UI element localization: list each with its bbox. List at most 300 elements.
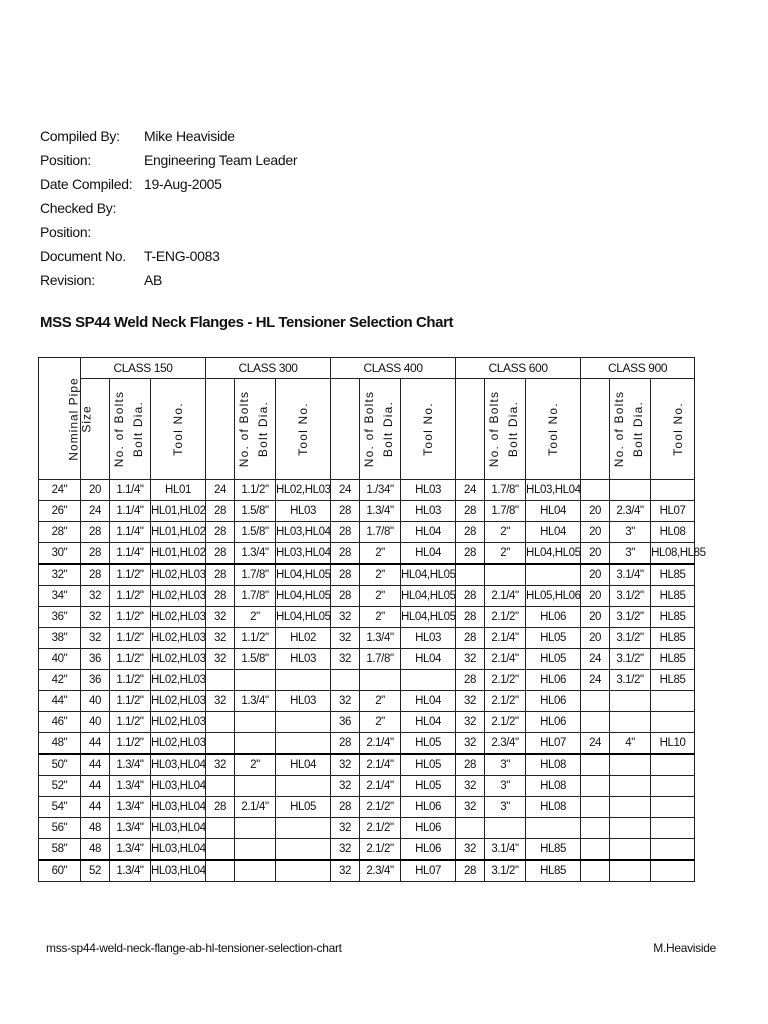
table-cell: HL02,HL03 [151, 649, 206, 670]
table-cell [360, 670, 401, 691]
table-cell: 36 [81, 649, 110, 670]
table-cell: 20 [81, 480, 110, 501]
table-cell [610, 754, 651, 776]
table-cell: HL02,HL03 [151, 691, 206, 712]
table-cell: 1.7/8" [360, 649, 401, 670]
table-cell: HL04,HL05 [401, 607, 456, 628]
table-cell: 24 [581, 670, 610, 691]
pipe-size-cell: 36" [39, 607, 81, 628]
table-cell: 1.3/4" [110, 818, 151, 839]
sub-header [651, 379, 695, 480]
meta-row [40, 124, 297, 148]
table-cell: HL01 [151, 480, 206, 501]
table-cell: 28 [456, 628, 485, 649]
table-cell: HL05 [276, 797, 331, 818]
table-cell: 32 [456, 797, 485, 818]
table-cell: 1.3/4" [110, 754, 151, 776]
sub-header-label: Bolt Dia. [131, 400, 146, 458]
table-row [39, 860, 695, 882]
meta-row [40, 196, 297, 220]
table-cell: 28 [331, 586, 360, 607]
table-cell: HL07 [526, 733, 581, 755]
table-cell [235, 776, 276, 797]
table-cell: 3.1/2" [610, 649, 651, 670]
table-cell: 28 [331, 797, 360, 818]
table-cell [456, 818, 485, 839]
pipe-size-cell: 56" [39, 818, 81, 839]
table-cell: 3.1/2" [610, 586, 651, 607]
table-cell: 36 [331, 712, 360, 733]
table-cell: HL03 [401, 501, 456, 522]
table-cell: 1.7/8" [485, 480, 526, 501]
class-header: CLASS 150 [81, 358, 206, 379]
table-cell: 32 [206, 691, 235, 712]
sub-header-label: No. of Bolts [237, 390, 252, 468]
table-cell [276, 860, 331, 882]
table-cell: HL04 [401, 712, 456, 733]
table-cell: HL08 [651, 522, 695, 543]
table-cell: 32 [331, 860, 360, 882]
table-cell: HL85 [651, 586, 695, 607]
table-cell: 28 [81, 564, 110, 586]
pipe-size-cell: 44" [39, 691, 81, 712]
table-cell: 24 [331, 480, 360, 501]
table-cell: HL06 [526, 670, 581, 691]
table-cell: 2" [360, 564, 401, 586]
table-cell: 1.1/2" [110, 712, 151, 733]
table-cell: 3" [610, 543, 651, 565]
table-cell: 28 [456, 754, 485, 776]
pipe-size-cell: 38" [39, 628, 81, 649]
table-cell: 2.1/2" [360, 839, 401, 861]
table-cell: HL04 [401, 691, 456, 712]
table-cell [581, 480, 610, 501]
table-cell: 36 [81, 670, 110, 691]
table-cell: 28 [456, 543, 485, 565]
table-cell: 1.1/2" [110, 649, 151, 670]
table-cell [651, 754, 695, 776]
table-cell: 2" [485, 543, 526, 565]
document-meta [40, 124, 297, 292]
table-cell: 24 [206, 480, 235, 501]
table-row [39, 501, 695, 522]
table-row [39, 776, 695, 797]
table-cell: 2.1/2" [485, 712, 526, 733]
table-cell: HL03 [401, 628, 456, 649]
table-cell: HL02,HL03 [151, 712, 206, 733]
table-cell: 44 [81, 733, 110, 755]
table-cell: HL06 [401, 797, 456, 818]
table-cell: 32 [456, 712, 485, 733]
table-cell: HL03 [276, 649, 331, 670]
table-cell: 28 [456, 586, 485, 607]
table-cell [485, 564, 526, 586]
meta-label: Compiled By: [40, 128, 120, 144]
pipe-size-cell: 58" [39, 839, 81, 861]
meta-value: Engineering Team Leader [144, 152, 298, 168]
table-cell: 1.5/8" [235, 501, 276, 522]
table-cell: 1.7/8" [235, 586, 276, 607]
table-cell: 28 [456, 670, 485, 691]
table-cell: 2.1/4" [485, 628, 526, 649]
table-cell [206, 776, 235, 797]
table-cell: 32 [331, 649, 360, 670]
table-cell: 3" [485, 776, 526, 797]
table-cell: HL85 [651, 564, 695, 586]
table-cell: 32 [331, 628, 360, 649]
table-cell [206, 670, 235, 691]
table-cell: 28 [331, 501, 360, 522]
table-cell: 28 [456, 522, 485, 543]
table-cell: HL04,HL05 [276, 586, 331, 607]
table-cell: 1.1/2" [110, 670, 151, 691]
table-cell [610, 691, 651, 712]
table-cell: 28 [456, 501, 485, 522]
table-cell: HL06 [526, 691, 581, 712]
table-cell: HL04,HL05 [276, 564, 331, 586]
pipe-size-cell: 30" [39, 543, 81, 565]
table-cell: 32 [456, 691, 485, 712]
table-cell: 32 [456, 776, 485, 797]
table-cell: 2" [360, 712, 401, 733]
table-cell: 1.3/4" [235, 691, 276, 712]
table-cell: 32 [206, 607, 235, 628]
table-cell [610, 712, 651, 733]
class-header: CLASS 900 [581, 358, 695, 379]
table-cell: HL05 [526, 649, 581, 670]
table-cell [610, 480, 651, 501]
table-cell: 20 [581, 607, 610, 628]
table-cell: HL85 [651, 607, 695, 628]
sub-header-label: Tool No. [171, 402, 185, 456]
table-cell [206, 733, 235, 755]
table-cell: HL03,HL04 [526, 480, 581, 501]
table-cell: HL02,HL03 [151, 607, 206, 628]
table-cell: 1.1/4" [110, 501, 151, 522]
table-cell: 28 [206, 564, 235, 586]
sub-header [401, 379, 456, 480]
table-cell: HL02,HL03 [151, 670, 206, 691]
table-cell [651, 691, 695, 712]
sub-header-label: No. of Bolts [612, 390, 627, 468]
table-cell: 28 [331, 543, 360, 565]
table-cell: 1./34" [360, 480, 401, 501]
pipe-size-cell: 24" [39, 480, 81, 501]
meta-label: Document No. [40, 248, 126, 264]
pipe-size-cell: 46" [39, 712, 81, 733]
table-cell: 2.1/2" [485, 691, 526, 712]
sub-header [276, 379, 331, 480]
sub-header-label: Bolt Dia. [506, 400, 521, 458]
table-cell: 3.1/2" [610, 670, 651, 691]
table-cell: 2.1/4" [485, 649, 526, 670]
table-row [39, 628, 695, 649]
table-cell: 2.1/4" [235, 797, 276, 818]
meta-value: AB [144, 272, 163, 288]
table-cell [651, 818, 695, 839]
table-cell: HL05 [401, 776, 456, 797]
nominal-pipe-size-header [39, 358, 94, 480]
table-cell: 32 [331, 839, 360, 861]
table-cell [651, 839, 695, 861]
table-cell: 32 [456, 733, 485, 755]
meta-label: Checked By: [40, 200, 117, 216]
table-cell [276, 712, 331, 733]
table-cell: HL03,HL04 [151, 797, 206, 818]
table-cell: 2.3/4" [485, 733, 526, 755]
table-cell: HL02,HL03 [151, 586, 206, 607]
table-cell: 1.1/2" [110, 733, 151, 755]
table-cell [526, 818, 581, 839]
table-cell: 28 [206, 501, 235, 522]
table-cell: HL04 [401, 649, 456, 670]
table-cell: 28 [456, 860, 485, 882]
table-cell: HL02,HL03 [276, 480, 331, 501]
table-cell [206, 712, 235, 733]
table-cell: HL05,HL06 [526, 586, 581, 607]
sub-header-label: Bolt Dia. [381, 400, 396, 458]
table-cell: 3" [610, 522, 651, 543]
table-cell: 2.1/4" [485, 586, 526, 607]
table-cell [235, 733, 276, 755]
table-cell: 2" [235, 607, 276, 628]
table-cell: 32 [456, 839, 485, 861]
table-cell [235, 670, 276, 691]
table-cell: 48 [81, 818, 110, 839]
sub-header-label: Tool No. [670, 402, 685, 456]
pipe-size-cell: 34" [39, 586, 81, 607]
meta-value: T-ENG-0083 [144, 248, 220, 264]
table-cell: HL06 [526, 607, 581, 628]
table-cell [206, 839, 235, 861]
table-cell: 32 [331, 776, 360, 797]
table-cell [456, 564, 485, 586]
table-cell: HL07 [651, 501, 695, 522]
table-cell [610, 839, 651, 861]
sub-header [151, 379, 206, 480]
table-cell: 3.1/4" [610, 564, 651, 586]
table-cell [206, 860, 235, 882]
table-cell: HL05 [401, 733, 456, 755]
table-cell: 1.3/4" [360, 501, 401, 522]
table-cell: 32 [206, 628, 235, 649]
table-cell [235, 860, 276, 882]
table-cell [401, 670, 456, 691]
table-row [39, 480, 695, 501]
table-cell: 32 [206, 754, 235, 776]
table-cell [235, 839, 276, 861]
table-row [39, 543, 695, 565]
class-header: CLASS 600 [456, 358, 581, 379]
table-cell: 3.1/2" [610, 628, 651, 649]
document-title: MSS SP44 Weld Neck Flanges - HL Tensioner Selection Chart [40, 314, 454, 331]
table-cell [610, 818, 651, 839]
table-cell: HL10 [651, 733, 695, 755]
sub-header-label: Tool No. [296, 402, 311, 456]
table-cell: 1.3/4" [110, 797, 151, 818]
meta-value: 19-Aug-2005 [144, 176, 222, 192]
table-cell: HL03 [276, 691, 331, 712]
pipe-size-cell: 52" [39, 776, 81, 797]
table-cell: 1.3/4" [360, 628, 401, 649]
sub-header [581, 379, 627, 480]
table-cell [581, 818, 610, 839]
table-cell: HL08 [526, 797, 581, 818]
pipe-size-cell: 28" [39, 522, 81, 543]
table-cell: HL04,HL05 [276, 607, 331, 628]
table-cell: 1.5/8" [235, 522, 276, 543]
table-cell: 48 [81, 839, 110, 861]
table-cell: 32 [331, 754, 360, 776]
sub-header-label: No. of Bolts [362, 390, 377, 468]
sub-header-label: Tool No. [421, 402, 436, 456]
sub-header [526, 379, 581, 480]
table-row [39, 733, 695, 755]
table-row [39, 607, 695, 628]
table-cell: 1.1/2" [235, 628, 276, 649]
table-cell: HL02 [276, 628, 331, 649]
table-cell: HL03,HL04 [151, 839, 206, 861]
table-cell: HL85 [526, 839, 581, 861]
table-cell: HL04,HL05 [401, 564, 456, 586]
table-cell: 32 [331, 818, 360, 839]
table-cell: 40 [81, 712, 110, 733]
table-cell: 32 [206, 649, 235, 670]
footer-author: M.Heaviside [653, 941, 716, 955]
table-cell: 2.1/4" [360, 754, 401, 776]
table-cell: HL03,HL04 [276, 522, 331, 543]
table-cell: 2.1/2" [485, 607, 526, 628]
table-cell: 28 [206, 586, 235, 607]
table-row [39, 818, 695, 839]
table-cell: 2" [485, 522, 526, 543]
table-cell: 20 [581, 628, 610, 649]
table-cell: 3.1/4" [485, 839, 526, 861]
pipe-size-cell: 32" [39, 564, 81, 586]
table-cell: 2.1/2" [360, 818, 401, 839]
table-cell: 1.1/4" [110, 480, 151, 501]
table-cell: HL85 [651, 628, 695, 649]
table-row [39, 564, 695, 586]
table-cell: 28 [81, 522, 110, 543]
table-cell: 20 [581, 522, 610, 543]
table-cell [235, 818, 276, 839]
sub-header-label: No. of Bolts [487, 390, 502, 468]
table-cell: HL06 [401, 839, 456, 861]
table-cell: HL03,HL04 [151, 754, 206, 776]
table-cell: 1.1/2" [110, 586, 151, 607]
table-cell: HL04 [526, 522, 581, 543]
table-cell: HL08 [526, 754, 581, 776]
table-cell: 2" [360, 586, 401, 607]
table-row [39, 839, 695, 861]
pipe-size-cell: 42" [39, 670, 81, 691]
table-cell: 32 [456, 649, 485, 670]
table-cell: 2.3/4" [610, 501, 651, 522]
table-cell [581, 754, 610, 776]
pipe-size-cell: 26" [39, 501, 81, 522]
table-cell: HL04 [401, 543, 456, 565]
table-cell: HL03 [401, 480, 456, 501]
table-cell: 2.1/2" [360, 797, 401, 818]
sub-header-label: Tool No. [546, 402, 561, 456]
table-cell: 24 [581, 649, 610, 670]
table-cell: HL04 [401, 522, 456, 543]
sub-header [206, 379, 252, 480]
table-cell: 20 [581, 543, 610, 565]
table-cell [276, 733, 331, 755]
table-cell: HL03,HL04 [151, 776, 206, 797]
table-cell: 2" [360, 607, 401, 628]
table-cell: HL02,HL03 [151, 628, 206, 649]
table-cell: 32 [331, 691, 360, 712]
sub-header-label: Bolt Dia. [631, 400, 646, 458]
table-cell: 20 [581, 501, 610, 522]
table-cell: 28 [331, 564, 360, 586]
table-cell: 1.1/2" [110, 691, 151, 712]
size-header-line2: Size [79, 404, 94, 433]
table-cell [581, 776, 610, 797]
table-cell: 1.1/4" [110, 543, 151, 565]
table-cell: 3" [485, 797, 526, 818]
table-cell [526, 564, 581, 586]
meta-row [40, 220, 297, 244]
table-cell: HL05 [401, 754, 456, 776]
table-cell: 1.3/4" [235, 543, 276, 565]
meta-label: Revision: [40, 272, 95, 288]
table-cell: HL08,HL85 [651, 543, 695, 565]
table-cell: 28 [206, 543, 235, 565]
selection-chart-sheet [38, 357, 706, 882]
table-cell: HL04,HL05 [401, 586, 456, 607]
table-cell [276, 818, 331, 839]
size-header-line1: Nominal Pipe [66, 376, 81, 461]
table-cell: 44 [81, 797, 110, 818]
table-cell: 2.3/4" [360, 860, 401, 882]
footer-filename: mss-sp44-weld-neck-flange-ab-hl-tensioner-selection-chart [46, 941, 342, 955]
meta-value: Mike Heaviside [144, 128, 235, 144]
sub-header [456, 379, 502, 480]
meta-label: Position: [40, 152, 91, 168]
table-cell: 1.3/4" [110, 860, 151, 882]
table-cell: 52 [81, 860, 110, 882]
table-cell: 1.1/2" [110, 564, 151, 586]
table-cell [581, 691, 610, 712]
table-cell: 1.3/4" [110, 776, 151, 797]
table-cell: 3" [485, 754, 526, 776]
table-cell: 2.1/2" [485, 670, 526, 691]
table-cell [581, 860, 610, 882]
table-row [39, 586, 695, 607]
table-cell: 44 [81, 776, 110, 797]
meta-row [40, 172, 297, 196]
table-cell: 1.3/4" [110, 839, 151, 861]
table-cell: HL07 [401, 860, 456, 882]
pipe-size-cell: 40" [39, 649, 81, 670]
table-cell: 28 [456, 607, 485, 628]
table-cell: 40 [81, 691, 110, 712]
table-cell [651, 776, 695, 797]
table-row [39, 712, 695, 733]
table-cell [581, 712, 610, 733]
table-cell: 24 [456, 480, 485, 501]
table-cell: 2" [360, 691, 401, 712]
table-cell: HL01,HL02 [151, 501, 206, 522]
sub-header-label: Bolt Dia. [256, 400, 271, 458]
table-cell: 20 [581, 586, 610, 607]
table-cell: 24 [81, 501, 110, 522]
table-cell [610, 797, 651, 818]
